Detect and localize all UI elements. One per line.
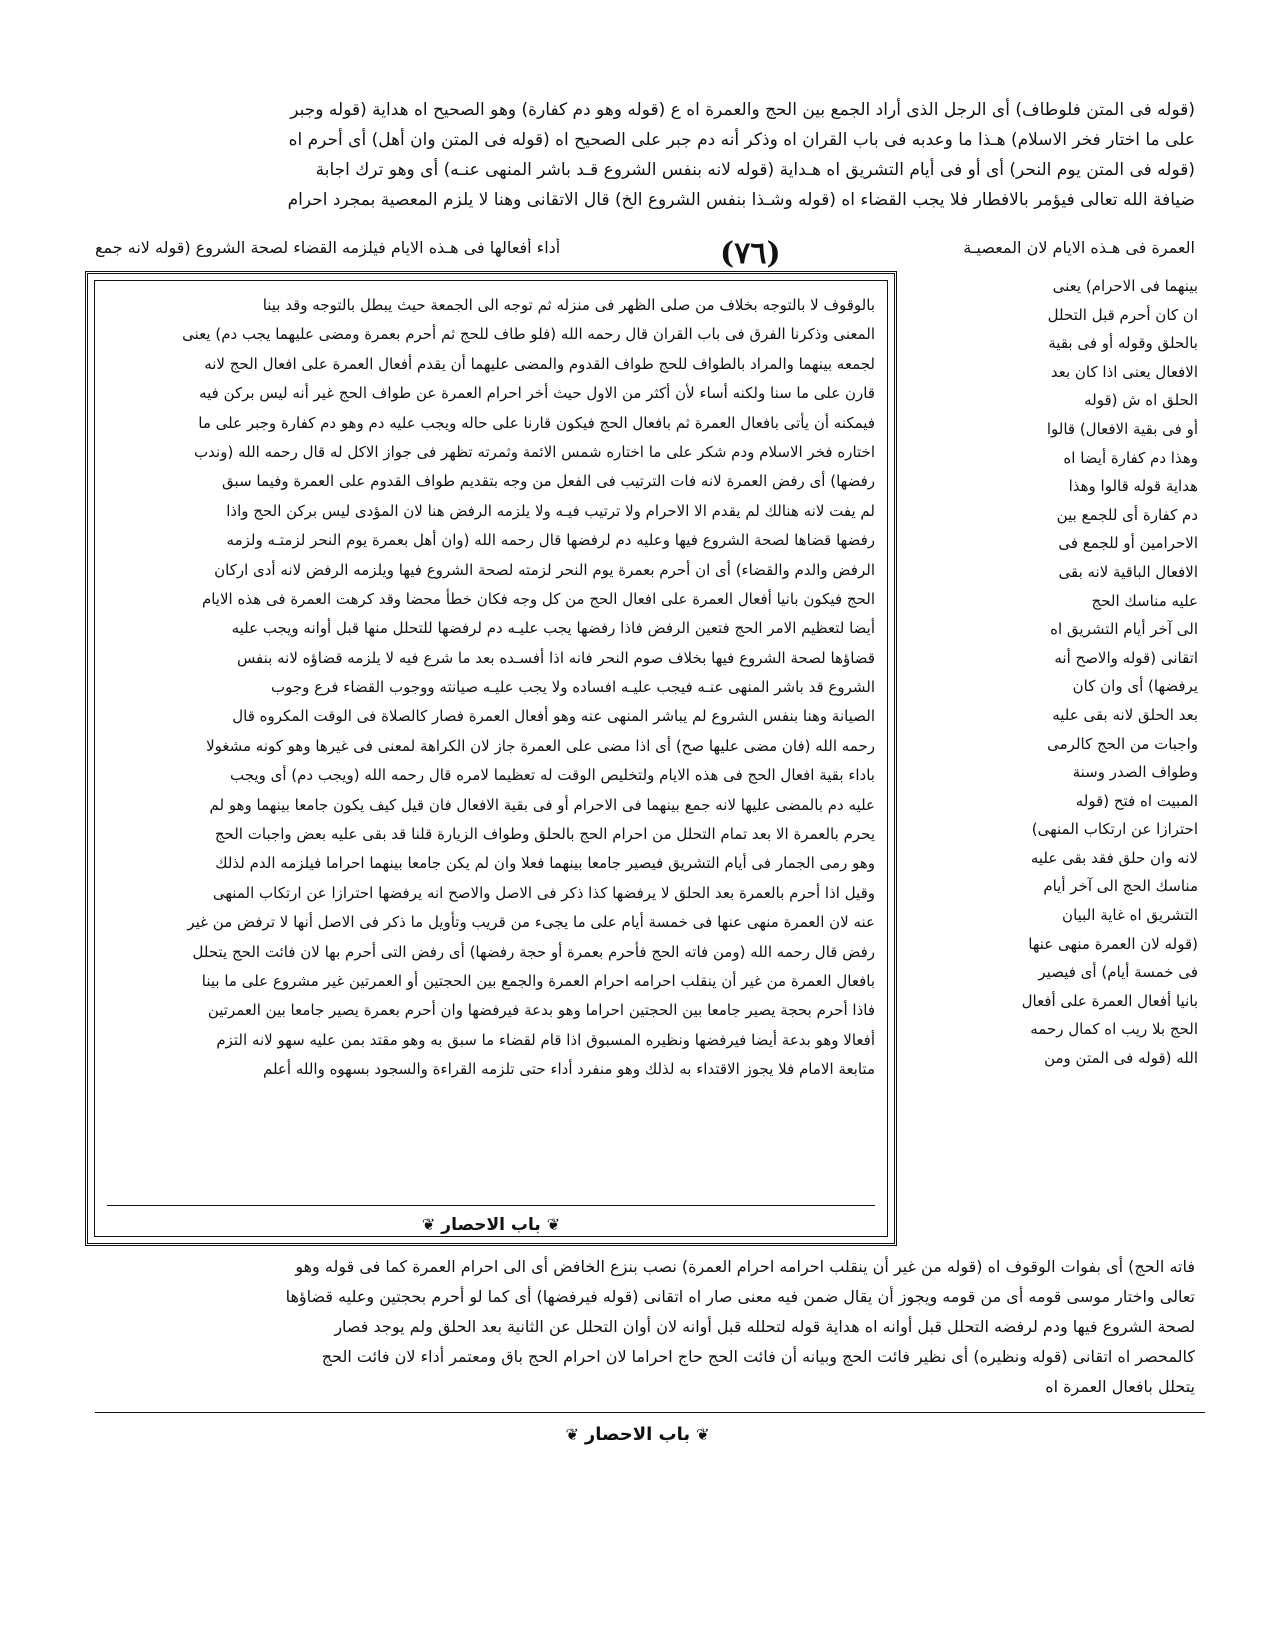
main-text-body: [107, 291, 875, 1085]
main-text-line: رفضها قضاها لصحة الشروع فيها وعليه دم لرفضها قال رحمه الله (وان أهل بعمرة يوم النحر لزمتـه ولزمه: [226, 531, 875, 550]
main-text-line: لجمعه بينهما والمراد بالطواف للحج طواف القدوم والمضى عليهما أن يقدم أفعال العمرة على افعال الحج لانه: [204, 354, 875, 373]
main-text-line: الشروع قد باشر المنهى عنـه فيجب عليـه افساده ولا يجب عليـه صيانته ووجوب القضاء فرع وجوب: [270, 678, 875, 697]
main-text-line: بافعال العمرة من غير أن ينقلب احرامه احرام العمرة والجمع بين الحجتين أو العمرتين غير مشروع على ما بينا: [201, 971, 875, 990]
margin-gloss-line: دم كفارة أى للجمع بين: [1056, 505, 1198, 524]
main-text-line: رفض قال رحمه الله (ومن فاته الحج فأحرم بعمرة أو حجة رفضها) أى رفض التى أحرم بها لان فائت الحج يتحلل: [192, 942, 875, 961]
bottom-gloss-line: تعالى واختار موسى قومه أى من قومه ويجوز أن يقال ضمن فيه معنى صار اه اتقانى (قوله فيرفضها) أى كما لو أحرم بحجتين وعليه قضاؤها: [285, 1287, 1195, 1306]
bottom-section-heading: [0, 1424, 1275, 1445]
main-text-line: فيمكنه أن يأتى بافعال العمرة ثم بافعال الحج فيكون قارنا على حاله ويجب عليه دم وهو دم كفارة وجبر على ما: [198, 413, 875, 432]
main-text-line: وهو رمى الجمار فى أيام التشريق فيصير جامعا بينهما فعلا وان لم يكن جامعا بينهما احراما فيلزمه الدم لذلك: [215, 854, 875, 873]
margin-gloss-line: وهذا دم كفارة أيضا اه: [1063, 448, 1198, 467]
margin-gloss-line: الحج بلا ريب اه كمال رحمه: [1030, 1020, 1198, 1039]
margin-gloss-line: (قوله لان العمرة منهى عنها: [1028, 934, 1198, 953]
main-text-line: عليه دم بالمضى عليها لانه جمع بينهما فى الاحرام أو فى بقية الافعال فان قيل كيف يكون جامعا بينهما وهو لم: [209, 795, 875, 814]
margin-gloss-line: بعد الحلق لانه بقى عليه: [1052, 705, 1198, 724]
margin-gloss-line: مناسك الحج الى آخر أيام: [1043, 877, 1198, 896]
top-gloss-block: [95, 95, 1195, 215]
ornament-icon: ❦: [565, 1425, 579, 1444]
margin-gloss-line: التشريق اه غاية البيان: [1062, 906, 1198, 925]
main-text-line: أفعالا وهو بدعة أيضا فيرفضها ونظيره المسبوق اذا قام لقضاء ما سبق به وهو مقتد بمن عليه سهو لانه التزم: [216, 1030, 875, 1049]
margin-gloss-line: بانيا أفعال العمرة على أفعال: [1021, 991, 1198, 1010]
ornament-icon: ❦: [696, 1425, 710, 1444]
bottom-rule: [95, 1412, 1205, 1413]
margin-gloss-line: وطواف الصدر وسنة: [1072, 763, 1198, 782]
main-text-line: رحمه الله (فان مضى عليها صح) أى اذا مضى على العمرة جاز لان الكراهة لمعنى فى غيرها وهو كونه مشغولا: [206, 736, 875, 755]
main-text-line: الصيانة وهنا بنفس الشروع لم يباشر المنهى عنه وهو أفعال العمرة فصار كالصلاة فى الوقت المكروه قال: [232, 707, 875, 726]
bottom-gloss-block: [95, 1252, 1195, 1402]
section-heading: [95, 1215, 887, 1235]
top-gloss-line: (قوله فى المتن يوم النحر) أى أو فى أيام التشريق اه هـداية (قوله لانه بنفس الشروع قـد باشر المنهى عنـه) أى وهو ترك اجابة: [315, 160, 1195, 180]
main-text-line: المعنى وذكرنا الفرق فى باب القران قال رحمه الله (فلو طاف للحج ثم أحرم بعمرة ومضى عليهما يجب دم) يعنى: [182, 325, 875, 344]
section-heading-text: باب الاحصار: [441, 1215, 541, 1235]
margin-gloss-line: لانه وان حلق فقد بقى عليه: [1030, 848, 1198, 867]
main-text-line: وقيل اذا أحرم بالعمرة بعد الحلق لا يرفضها كذا ذكر فى الاصل والاصح انه يرفضها احترازا عن ارتكاب المنهى: [212, 883, 875, 902]
bottom-gloss-line: كالمحصر اه اتقانى (قوله ونظيره) أى نظير فائت الحج وبيانه أن فائت الحج حاج احراما لان احرام الحج باق ومعتمر أداء لان فائت الحج: [321, 1347, 1195, 1366]
main-text-line: اختاره فخر الاسلام ودم شكر على ما اختاره شمس الائمة وثمرته تظهر فى جواز الاكل له قال رحمه الله (وندب: [194, 442, 875, 461]
running-header-right: العمرة فى هـذه الايام لان المعصيـة: [963, 238, 1195, 257]
margin-gloss-line: يرفضها) أى وان كان: [1072, 677, 1198, 696]
running-header-left: أداء أفعالها فى هـذه الايام فيلزمه القضاء لصحة الشروع (قوله لانه جمع: [95, 238, 561, 257]
main-text-line: بالوقوف لا بالتوجه بخلاف من صلى الظهر فى منزله ثم توجه الى الجمعة حيث يبطل بالتوجه وقد بينا: [262, 296, 875, 314]
main-text-line: قضاؤها لصحة الشروع فيها بخلاف صوم النحر فانه اذا أفسـده بعد ما شرع فيه لا يلزمه قضاؤه لانه بنفس: [236, 648, 875, 667]
margin-gloss-line: بالحلق وقوله أو فى بقية: [1048, 334, 1198, 353]
bottom-gloss-line: لصحة الشروع فيها ودم لرفضه التحلل قبل أوانه اه هداية قوله لتحلله قبل أوانه لان أوان التحلل عن الثانية بعد الحلق ولم يوجد فصار: [334, 1317, 1195, 1336]
ornament-icon: ❦: [546, 1215, 561, 1234]
bottom-gloss-line: يتحلل بافعال العمرة اه: [1045, 1377, 1195, 1396]
main-text-frame-inner: [94, 280, 888, 1237]
margin-gloss-line: الافعال يعنى اذا كان بعد: [1050, 362, 1198, 381]
top-gloss-line: ضيافة الله تعالى فيؤمر بالافطار فلا يجب القضاء اه (قوله وشـذا بنفس الشروع الخ) قال الاتقانى وهنا لا يلزم المعصية بمجرد احرام: [287, 190, 1195, 210]
main-text-line: باداء بقية افعال الحج فى هذه الايام ولتخليص الوقت له تعظيما لامره قال رحمه الله (ويجب دم) أى ويجب: [230, 766, 875, 785]
margin-gloss-line: عليه مناسك الحج: [1091, 591, 1198, 610]
bottom-section-heading-text: باب الاحصار: [584, 1424, 691, 1445]
top-gloss-line: (قوله فى المتن فلوطاف) أى الرجل الذى أراد الجمع بين الحج والعمرة اه ع (قوله وهو دم كفارة) وهو الصحيح اه هداية (قوله وجبر: [290, 100, 1195, 120]
margin-gloss-line: ان كان أحرم قبل التحلل: [1047, 305, 1198, 324]
main-text-line: قارن على ما سنا ولكنه أساء لأن أكثر من الاول حيث أخر احرام العمرة عن طواف الحج غير أنه ليس بركن فيه: [199, 384, 875, 403]
margin-gloss-line: اتقانى (قوله والاصح أنه: [1054, 648, 1198, 667]
main-text-line: الحج فيكون بانيا أفعال العمرة على افعال الحج من كل وجه فكان خطأ محضا وقد كرهت العمرة فى هذه الايام: [201, 589, 875, 608]
page-number: (٧٦): [720, 236, 781, 271]
main-text-line: أيضا لتعظيم الامر الحج فتعين الرفض فاذا رفضها يجب عليـه دم لرفضها للتحلل منها قبل أوانه ويجب عليه: [231, 619, 875, 638]
main-text-line: عنه لان العمرة منهى عنها فى خمسة أيام على ما يجىء من قريب وتأويل ما ذكر فى الاصل أنها لا ترفض من غير: [187, 913, 875, 932]
main-text-line: متابعة الامام فلا يجوز الاقتداء به لذلك وهو منفرد أداء حتى تلزمه القراءة والسجود بسهوه والله أعلم: [262, 1060, 875, 1079]
margin-gloss-line: هداية قوله قالوا وهذا: [1068, 477, 1198, 496]
main-text-line: الرفض والدم والقضاء) أى ان أحرم بعمرة يوم النحر لزمته لصحة الشروع فيها ويلزمه الرفض لانه أدى اركان: [214, 560, 875, 579]
margin-gloss-line: الاحرامين أو للجمع فى: [1058, 534, 1198, 553]
main-text-line: فاذا أحرم بحجة يصير جامعا بين الحجتين احراما وهو بدعة فيرفضها وان أحرم بعمرة يصير جامعا بين العمرتين: [207, 1001, 875, 1020]
main-text-line: رفضها) أى رفض العمرة لانه فات الترتيب فى الفعل من وجه بتقديم طواف القدوم على العمرة وفيما سبق: [222, 472, 875, 491]
margin-gloss-line: واجبات من الحج كالرمى: [1047, 734, 1198, 753]
main-text-line: يحرم بالعمرة الا بعد تمام التحلل من احرام الحج بالحلق وطواف الزيارة قلنا قد بقى عليه بعض واجبات الحج: [214, 825, 875, 844]
frame-divider: [107, 1205, 875, 1206]
top-gloss-line: على ما اختار فخر الاسلام) هـذا ما وعدبه فى باب القران اه وذكر أنه دم جبر على الصحيح اه (قوله فى المتن وان أهل) أى أحرم اه: [288, 130, 1195, 150]
margin-gloss-line: المبيت اه فتح (قوله: [1075, 791, 1198, 810]
margin-gloss-line: الحلق اه ش (قوله: [1084, 391, 1198, 410]
ornament-icon: ❦: [421, 1215, 436, 1234]
margin-gloss-line: بينهما فى الاحرام) يعنى: [1052, 277, 1198, 295]
main-text-frame: [85, 271, 897, 1246]
main-text-line: لم يفت لانه هنالك لم يقدم الا الاحرام ولا ترتيب فيـه ولا يلزمه الرفض هنا لان المؤدى ليس بركن الحج واذا: [226, 501, 875, 520]
margin-gloss-line: أو فى بقية الافعال) قالوا: [1046, 419, 1198, 438]
bottom-gloss-line: فاته الحج) أى بفوات الوقوف اه (قوله من غير أن ينقلب احرامه احرام العمرة) نصب بنزع الخافض أى الى احرام العمرة كما فى قوله وهو: [295, 1257, 1195, 1276]
margin-gloss-line: فى خمسة أيام) أى فيصير: [1038, 963, 1198, 982]
margin-gloss-line: الله (قوله فى المتن ومن: [1044, 1049, 1198, 1068]
margin-gloss-line: احترازا عن ارتكاب المنهى): [1031, 820, 1198, 839]
margin-gloss-line: الى آخر أيام التشريق اه: [1050, 620, 1198, 639]
margin-gloss-column: [906, 272, 1198, 1073]
margin-gloss-line: الافعال الباقية لانه بقى: [1058, 562, 1198, 581]
